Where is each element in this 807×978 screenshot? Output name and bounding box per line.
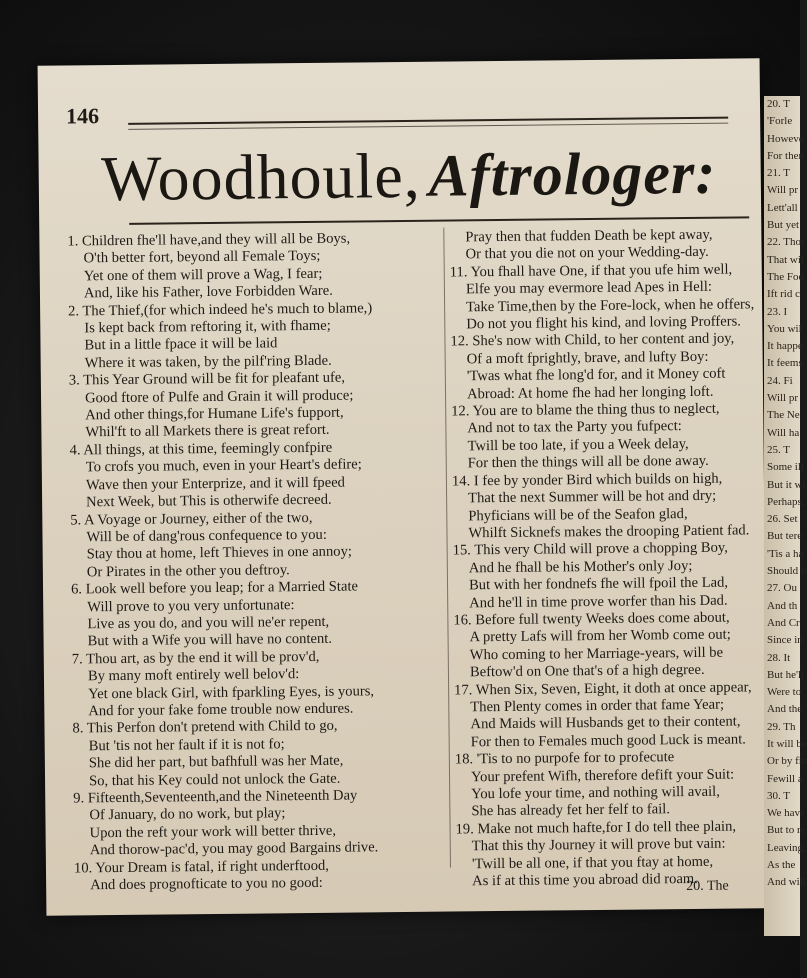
margin-fragment: And Cr <box>767 616 800 629</box>
right-column <box>449 226 786 891</box>
margin-fragment: 30. T <box>767 789 791 802</box>
margin-fragment: Howeve <box>767 132 804 145</box>
verse-line: Will be of dang'rous confequence to you: <box>86 526 327 546</box>
margin-fragment: Perhaps, <box>767 495 805 508</box>
margin-fragment: Lett'all <box>767 201 798 214</box>
verse-line: Next Week, but This is otherwife decreed. <box>86 491 332 511</box>
margin-fragment: 21. T <box>767 167 791 180</box>
verse-line: 'Twill be all one, if that you ftay at home, <box>471 853 714 872</box>
verse-line: Or Pirates in the other you deftroy. <box>86 561 290 581</box>
header-name: Woodhoule, <box>100 139 422 215</box>
verse-line: Who coming to her Marriage-years, will be <box>469 644 724 664</box>
verse-line: So, that his Key could not unlock the Gate. <box>88 770 341 789</box>
verse-line: 12. She's now with Child, to her content and joy, <box>450 330 735 350</box>
margin-fragment: 'Tis a ha <box>767 547 804 560</box>
margin-fragment: 'Forle <box>767 115 793 128</box>
margin-fragment: Some ill <box>767 461 804 474</box>
verse-line: Beftow'd on One that's of a high degree. <box>469 662 705 681</box>
margin-fragment: 27. Ou <box>767 582 797 595</box>
verse-line: 19. Make not much hafte,for I do tell thee plain, <box>455 818 737 838</box>
verse-line: 18. 'Tis to no purpofe for to profecute <box>454 749 675 768</box>
verse-line: 5. A Voyage or Journey, either of the two, <box>70 509 313 528</box>
margin-fragment: As the <box>767 859 796 872</box>
verse-line: 10. Your Dream is fatal, if right underftood, <box>73 857 329 877</box>
margin-fragment: It happe <box>767 340 803 353</box>
margin-fragment: But yet <box>767 219 800 232</box>
verse-line: But in a little fpace it will be laid <box>84 335 278 354</box>
margin-fragment: But to re <box>767 824 806 837</box>
margin-fragment: 22. Thos <box>767 236 806 249</box>
page-number: 146 <box>65 103 100 129</box>
verse-line: 15. This very Child will prove a chopping Boy, <box>452 539 728 559</box>
verse-line: 8. This Perfon don't pretend with Child to go, <box>72 718 338 737</box>
book-page <box>38 58 769 916</box>
left-column <box>67 229 474 895</box>
margin-fragment: 28. It <box>767 651 791 664</box>
verse-line: But 'tis not her fault if it is not fo; <box>88 736 285 755</box>
margin-fragment: 26. Set <box>767 513 798 526</box>
verse-line: As if at this time you abroad did roam. <box>472 870 698 890</box>
verse-line: Phyficians will be of the Seafon glad, <box>468 505 688 524</box>
margin-fragment: 24. Fi <box>767 374 793 387</box>
margin-fragment: That wil <box>767 253 804 266</box>
catchword: 20. The <box>686 878 729 895</box>
verse-line: Then Plenty comes in order that fame Year; <box>470 696 725 716</box>
header-title: Aftrologer: <box>428 139 717 209</box>
verse-line: But with her fondnefs fhe will fpoil the Lad, <box>468 574 729 594</box>
margin-fragment: Leaving, <box>767 841 806 854</box>
verse-line: Stay thou at home, left Thieves in one annoy; <box>86 543 352 563</box>
verse-line: She did her part, but bafhfull was her Mate, <box>88 752 344 772</box>
verse-line: A pretty Lafs will from her Womb come out; <box>469 626 731 646</box>
verse-line: And for your fake fome trouble now endures. <box>88 700 354 720</box>
verse-line: Upon the reft your work will better thrive, <box>89 822 337 842</box>
verse-line: That this thy Journey it will prove but vain: <box>471 835 726 855</box>
verse-line: 14. I fee by yonder Bird which builds on high, <box>451 470 723 490</box>
margin-fragment: Will ha <box>767 426 800 439</box>
margin-fragment: But tere <box>767 530 803 543</box>
verse-line: Live as you do, and you will ne'er repent, <box>87 613 330 633</box>
margin-fragment: It will be <box>767 737 807 750</box>
verse-line: To crofs you much, even in your Heart's defire; <box>85 456 362 476</box>
verse-line: Will prove to you very unfortunate: <box>87 596 295 615</box>
verse-line: And, like his Father, love Forbidden Ware. <box>83 282 333 302</box>
verse-line: 11. You fhall have One, if that you ufe him well, <box>449 261 733 281</box>
verse-line: 9. Fifteenth,Seventeenth,and the Nineteenth Day <box>73 787 358 807</box>
margin-fragment: Ift rid c <box>767 288 800 301</box>
margin-fragment: And will <box>767 876 806 889</box>
verse-line: Of January, do no work, but play; <box>89 805 286 824</box>
verse-line: Whil'ft to all Markets there is great refort. <box>85 422 330 441</box>
verse-line: Wave then your Enterprize, and it will fpeed <box>85 474 346 494</box>
margin-fragment: 23. I <box>767 305 788 318</box>
verse-line: And other things,for Humane Life's fupport, <box>85 404 344 424</box>
margin-fragment: You wil <box>767 322 802 335</box>
verse-line: And he'll in time prove worfer than his Dad. <box>469 592 728 611</box>
verse-line: 4. All things, at this time, feemingly confpire <box>69 439 333 459</box>
verse-line: Whilft Sicknefs makes the drooping Patient fad. <box>468 522 750 542</box>
verse-line: O'th better fort, beyond all Female Toys; <box>83 248 321 267</box>
margin-fragment: But it wi <box>767 478 806 491</box>
margin-fragment: And the <box>767 703 803 716</box>
verse-line: And he fhall be his Mother's only Joy; <box>468 557 693 577</box>
verse-line: That the next Summer will be hot and dry; <box>468 487 717 507</box>
verse-line: Or that you die not on your Wedding-day. <box>465 244 709 263</box>
verse-line: Do not you flight his kind, and loving Proffers. <box>466 313 741 333</box>
verse-line: Good ftore of Pulfe and Grain it will produce; <box>84 387 354 406</box>
verse-line: Twill be too late, if you a Week delay, <box>467 435 689 455</box>
margin-fragment: 20. T <box>767 98 791 110</box>
margin-fragment: Will pr <box>767 392 799 405</box>
verse-line: For then to Females much good Luck is meant. <box>470 731 746 751</box>
verse-line: 1. Children fhe'll have,and they will all be Boys, <box>67 230 351 250</box>
margin-fragment: And th <box>767 599 798 612</box>
facing-page-margin <box>764 96 807 936</box>
margin-fragment: We have <box>767 807 805 820</box>
verse-line: 'Twas what fhe long'd for, and it Money coft <box>466 365 726 385</box>
verse-line: Where it was taken, by the pilf'ring Blade. <box>84 352 332 372</box>
verse-line: 7. Thou art, as by the end it will be prov'd, <box>71 648 320 668</box>
verse-line: And thorow-pac'd, you may good Bargains drive. <box>89 839 379 859</box>
verse-line: Elfe you may evermore lead Apes in Hell: <box>465 278 712 298</box>
verse-line: You lofe your time, and nothing will avail, <box>471 783 720 803</box>
verse-line: 2. The Thief,(for which indeed he's much to blame,) <box>68 299 373 320</box>
verse-line: Of a moft fprightly, brave, and lufty Boy: <box>466 348 709 368</box>
verse-line: But with a Wife you will have no content. <box>87 631 333 650</box>
verse-line: 12. You are to blame the thing thus to neglect, <box>451 400 720 420</box>
running-header <box>98 133 719 219</box>
verse-line: She has already fet her felf to fail. <box>471 801 671 820</box>
margin-fragment: It feems <box>767 357 803 370</box>
margin-fragment: The Ne <box>767 409 800 422</box>
margin-fragment: For then <box>767 149 804 162</box>
verse-line: 16. Before full twenty Weeks does come about, <box>453 609 730 629</box>
verse-line: And not to tax the Party you fufpect: <box>467 418 682 437</box>
margin-fragment: Were to <box>767 686 802 699</box>
verse-line: 3. This Year Ground will be fit for pleafant ufe, <box>68 369 346 389</box>
margin-fragment: 25. T <box>767 443 791 456</box>
verse-line: Your prefent Wifh, therefore defift your Suit: <box>470 766 735 785</box>
verse-line: Yet one of them will prove a Wag, I fear; <box>83 265 323 285</box>
verse-line: For then the things will all be done away. <box>467 453 709 472</box>
verse-line: Take Time,then by the Fore-lock, when he offers, <box>466 295 755 315</box>
verse-line: Is kept back from reftoring it, with fhame; <box>84 317 331 337</box>
margin-fragment: 29. Th <box>767 720 796 733</box>
margin-fragment: Since in <box>767 634 803 647</box>
verse-line: Yet one black Girl, with fparkling Eyes, is yours, <box>88 682 375 702</box>
margin-fragment: But he'll <box>767 668 805 681</box>
margin-fragment: Will pr <box>767 184 799 197</box>
margin-fragment: Fewill a <box>767 772 803 785</box>
verse-line: By many moft entirely well belov'd: <box>87 666 300 685</box>
verse-line: Abroad: At home fhe had her longing loft. <box>466 383 714 402</box>
margin-fragment: Or by fin <box>767 755 807 768</box>
verse-line: 6. Look well before you leap; for a Married State <box>70 578 359 598</box>
verse-line: And Maids will Husbands get to their content, <box>470 713 741 733</box>
margin-fragment: Should b <box>767 565 807 578</box>
margin-fragment: The Foo <box>767 270 804 283</box>
verse-line: And does prognofticate to you no good: <box>90 874 323 894</box>
verse-line: 17. When Six, Seven, Eight, it doth at once appear, <box>454 678 752 699</box>
verse-line: Pray then that fudden Death be kept away, <box>465 226 713 246</box>
